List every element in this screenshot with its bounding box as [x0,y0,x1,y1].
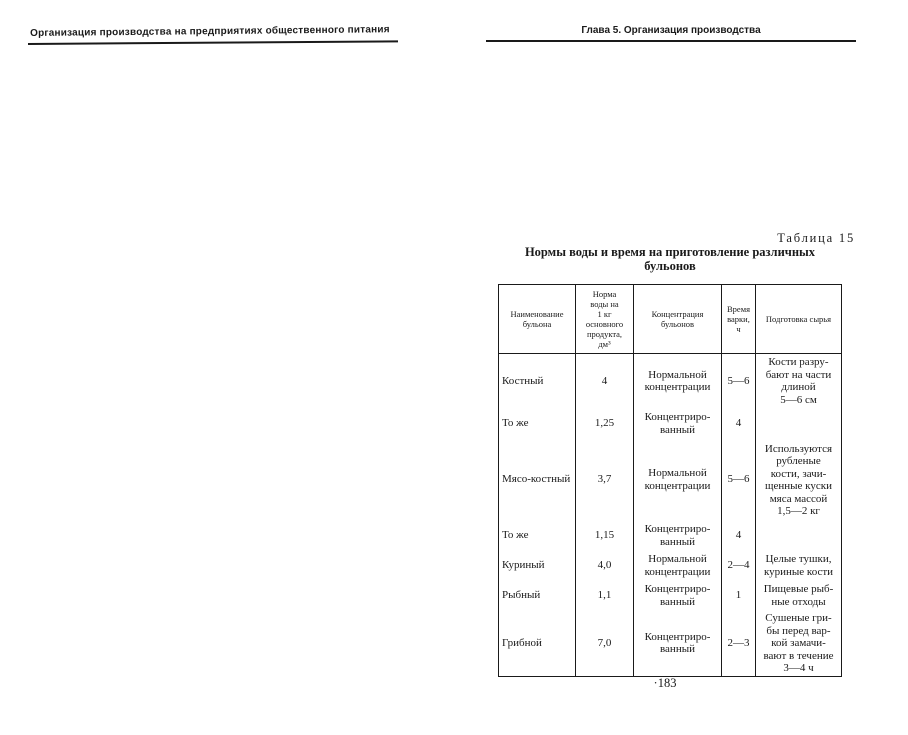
prep-line: Целые тушки, [765,553,832,565]
prep-line: рубленые [776,455,821,467]
cell-concentration-line: Концентриро- [644,630,711,643]
page-number: ·183 [653,676,677,690]
prep-line: бают на части [765,368,832,381]
header-name: Наименование бульона [499,285,576,354]
cell-concentration-line: Концентриро- [644,583,711,595]
cell-time: 2—3 [722,611,756,677]
cell-concentration [634,409,722,439]
cell-concentration-line: ванный [660,595,695,608]
cell-prep-bone [756,354,842,409]
table-number: Таблица 15 [777,231,855,245]
cell-concentration-line: Нормальной [648,467,707,479]
prep-line: ные отходы [771,595,826,608]
prep-line: 1,5—2 кг [777,505,820,517]
cell-time: 5—6 [722,439,756,521]
cell-water: 7,0 [576,611,634,677]
header-water-line: воды на [590,299,619,309]
prep-line: бы перед вар- [766,624,831,637]
cell-concentration-line: Нормальной [648,368,707,381]
prep-line: Используются [764,442,833,455]
cell-concentration [634,521,722,551]
cell-name: То же [499,521,576,551]
cell-name: Рыбный [499,581,576,611]
table-row [499,611,842,677]
cell-prep-meat-bone [756,439,842,551]
cell-concentration-line: концентрации [644,479,711,492]
header-water-line: 1 кг [597,309,612,319]
header-time-line: варки, [727,314,750,324]
cell-concentration-line: ванный [660,643,695,656]
header-water-line: основного [585,319,624,329]
prep-line: кой замачи- [771,637,826,649]
cell-water: 1,15 [576,521,634,551]
cell-concentration [634,551,722,581]
cell-water: 4 [576,354,634,409]
cell-concentration-line: Концентриро- [644,523,711,535]
cell-concentration-line: ванный [660,423,695,436]
header-concentration: Концентрация бульонов [634,285,722,354]
right-page-header: Глава 5. Организация производства [581,25,761,36]
broth-table [498,284,842,677]
cell-water: 1,25 [576,409,634,439]
cell-time: 1 [722,581,756,611]
header-time-line: Время [727,304,750,314]
table-title-line-1: Нормы воды и время на приготовление различных [524,245,816,259]
table-row [499,439,842,521]
header-water-line: продукта, [586,329,623,339]
cell-concentration-line: Нормальной [648,553,707,565]
header-water-line: Норма [592,289,617,299]
cell-concentration [634,581,722,611]
table-title-line-2: бульонов [644,259,696,273]
table-header-row [499,285,842,354]
prep-line: 5—6 см [780,393,817,406]
header-time-line: ч [736,324,741,334]
prep-line: мяса массой [769,492,828,505]
cell-name: Мясо-костный [499,439,576,521]
cell-prep-empty [756,409,842,439]
cell-concentration-line: ванный [660,535,695,548]
cell-water: 3,7 [576,439,634,521]
cell-concentration [634,439,722,521]
cell-name: Куриный [499,551,576,581]
prep-line: Кости разру- [768,356,829,369]
cell-water: 4,0 [576,551,634,581]
table-title [500,245,840,273]
cell-time: 5—6 [722,354,756,409]
cell-concentration-line: концентрации [644,565,711,578]
table-row [499,354,842,409]
cell-name: То же [499,409,576,439]
cell-concentration-line: Концентриро- [644,411,711,423]
header-water-line: дм³ [598,339,611,349]
cell-name: Костный [499,354,576,409]
prep-line: 3—4 ч [783,662,814,674]
table-row [499,581,842,611]
left-page-header: Организация производства на предприятиях общественного питания [30,24,390,39]
table-row [499,551,842,581]
left-header-rule [28,40,398,45]
prep-line: куриные кости [763,565,834,578]
prep-line: кости, зачи- [770,467,827,480]
prep-line: Пищевые рыб- [763,583,834,595]
cell-time: 2—4 [722,551,756,581]
right-header-rule [486,40,856,42]
cell-prep-mushroom [756,611,842,677]
prep-line: Сушеные гри- [765,612,832,624]
cell-concentration [634,611,722,677]
cell-concentration-line: концентрации [644,381,711,394]
cell-time: 4 [722,521,756,551]
cell-water: 1,1 [576,581,634,611]
prep-line: длиной [781,381,816,394]
cell-prep-chicken [756,551,842,581]
header-prep: Подготовка сырья [756,285,842,354]
cell-prep-fish [756,581,842,611]
header-time [722,285,756,354]
cell-name: Грибной [499,611,576,677]
prep-line: щенные куски [765,480,832,492]
cell-time: 4 [722,409,756,439]
prep-line: вают в течение [763,649,834,662]
cell-concentration [634,354,722,409]
header-water [576,285,634,354]
table-row [499,409,842,439]
